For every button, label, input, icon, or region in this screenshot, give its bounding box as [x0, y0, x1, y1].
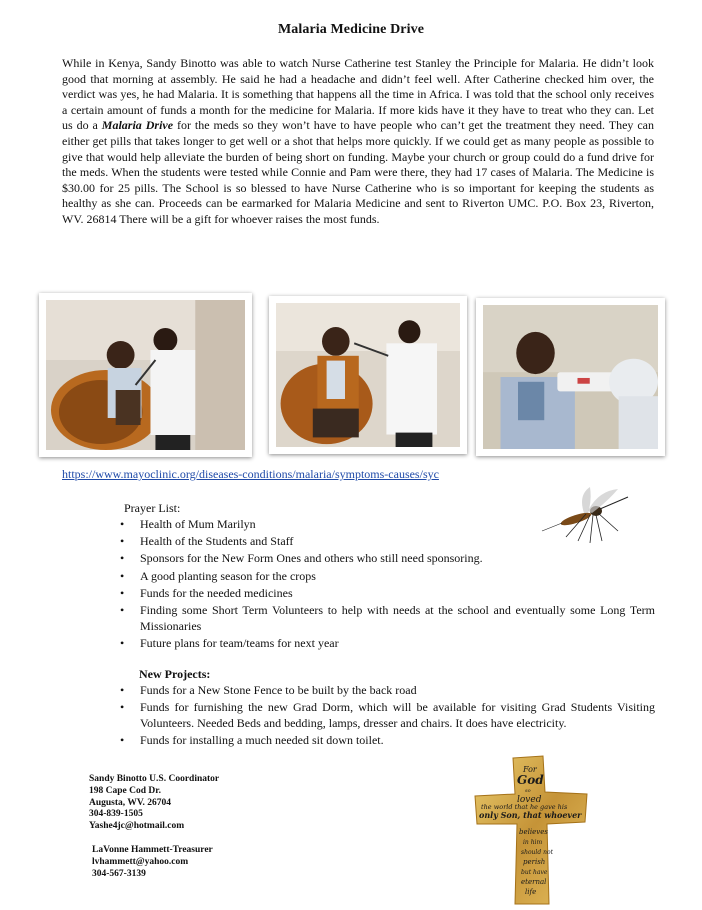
list-item: • Funds for furnishing the new Grad Dorm, which will be available for visiting Grad Students Visiting Volunteers. Needed Beds and bedding, lamps, dresser and chairs. It does have electricity.	[140, 700, 655, 731]
prayer-list-heading: Prayer List:	[124, 501, 181, 515]
list-item: • Sponsors for the New Form Ones and others who still need sponsoring.	[140, 551, 655, 567]
body-paragraph: While in Kenya, Sandy Binotto was able to watch Nurse Catherine test Stanley the Principle for Malaria. He didn’t look good that morning at assembly. He said he had a headache and didn’t feel well. After Catherine checked him over, the verdict was yes, he had Malaria. It is something that happens all the time in Africa. I was told that the school only receives a certain amount of funds a month for the medicine for Malaria. If more kids have it they have to treat who they can. Let us do a Malaria Drive for the meds so they won’t have to have people who can’t get the treatment they need. They can either get pills that takes longer to get well or a shot that helps more quickly. If we could get as many people as possible to give that would help alleviate the burden of being short on funding. Maybe your church or group could do a fund drive for the meds. When the students were tested while Connie and Pam were there, they had 17 cases of Malaria. The Medicine is $30.00 for 25 pills. The School is so blessed to have Nurse Catherine who is so important for keeping the students as healthy as she can. Proceeds can be earmarked for Malaria Medicine and sent to Riverton UMC. P.O. Box 23, Riverton, WV. 26814 There will be a gift for whoever raises the most funds.	[62, 56, 654, 226]
contact-line: Augusta, WV. 26704	[89, 797, 172, 808]
list-item: • Funds for the needed medicines	[140, 586, 655, 602]
photo-1-image	[46, 300, 245, 450]
svg-text:the world that he gave his: the world that he gave his	[481, 803, 568, 811]
svg-text:life: life	[525, 888, 537, 896]
emphasis-text: Malaria Drive	[101, 118, 174, 133]
photo-2-image	[276, 303, 460, 447]
contact-line: lvhammett@yahoo.com	[92, 856, 189, 867]
svg-text:perish: perish	[523, 858, 546, 866]
mayoclinic-link[interactable]: https://www.mayoclinic.org/diseases-conditions/malaria/symptoms-causes/syc	[62, 467, 439, 481]
cross-artwork-icon	[473, 754, 589, 906]
svg-text:so: so	[525, 788, 531, 794]
photo-malaria-test-strip	[476, 298, 665, 456]
svg-text:believes: believes	[519, 828, 548, 836]
photo-nurse-checking-principal	[39, 293, 252, 457]
list-item: • Funds for a New Stone Fence to be built by the back road	[140, 683, 655, 699]
list-item: • Health of Mum Marilyn	[140, 517, 655, 533]
list-item: • Funds for installing a much needed sit down toilet.	[140, 733, 655, 749]
new-projects-list	[110, 683, 655, 750]
contact-line: 198 Cape Cod Dr.	[89, 785, 161, 796]
svg-text:in him: in him	[523, 839, 543, 846]
svg-text:only Son, that whoever: only Son, that whoever	[479, 810, 582, 820]
svg-text:God: God	[517, 773, 544, 787]
photo-3-image	[483, 305, 658, 449]
contact-line: 304-567-3139	[92, 868, 146, 879]
list-item: • Future plans for team/teams for next year	[140, 636, 655, 652]
list-item: • A good planting season for the crops	[140, 569, 655, 585]
svg-text:For: For	[523, 765, 537, 774]
treasurer-contact	[92, 845, 213, 880]
photo-nurse-taking-temperature	[269, 296, 467, 454]
prayer-list	[110, 517, 655, 653]
contact-line: LaVonne Hammett-Treasurer	[92, 845, 213, 855]
svg-text:should not: should not	[521, 849, 553, 856]
contact-line: Sandy Binotto U.S. Coordinator	[89, 774, 220, 784]
page-title: Malaria Medicine Drive	[277, 22, 425, 37]
svg-text:eternal: eternal	[521, 878, 547, 886]
svg-text:but have: but have	[521, 869, 548, 876]
list-item: • Finding some Short Term Volunteers to help with needs at the school and eventually some Long Term Missionaries	[140, 603, 655, 634]
contact-line: 304-839-1505	[89, 809, 143, 820]
svg-text:loved: loved	[517, 795, 542, 805]
list-item: • Health of the Students and Staff	[140, 534, 655, 550]
coordinator-contact	[89, 774, 219, 833]
new-projects-heading: New Projects:	[139, 667, 211, 681]
contact-line: Yashe4jc@hotmail.com	[89, 821, 185, 832]
